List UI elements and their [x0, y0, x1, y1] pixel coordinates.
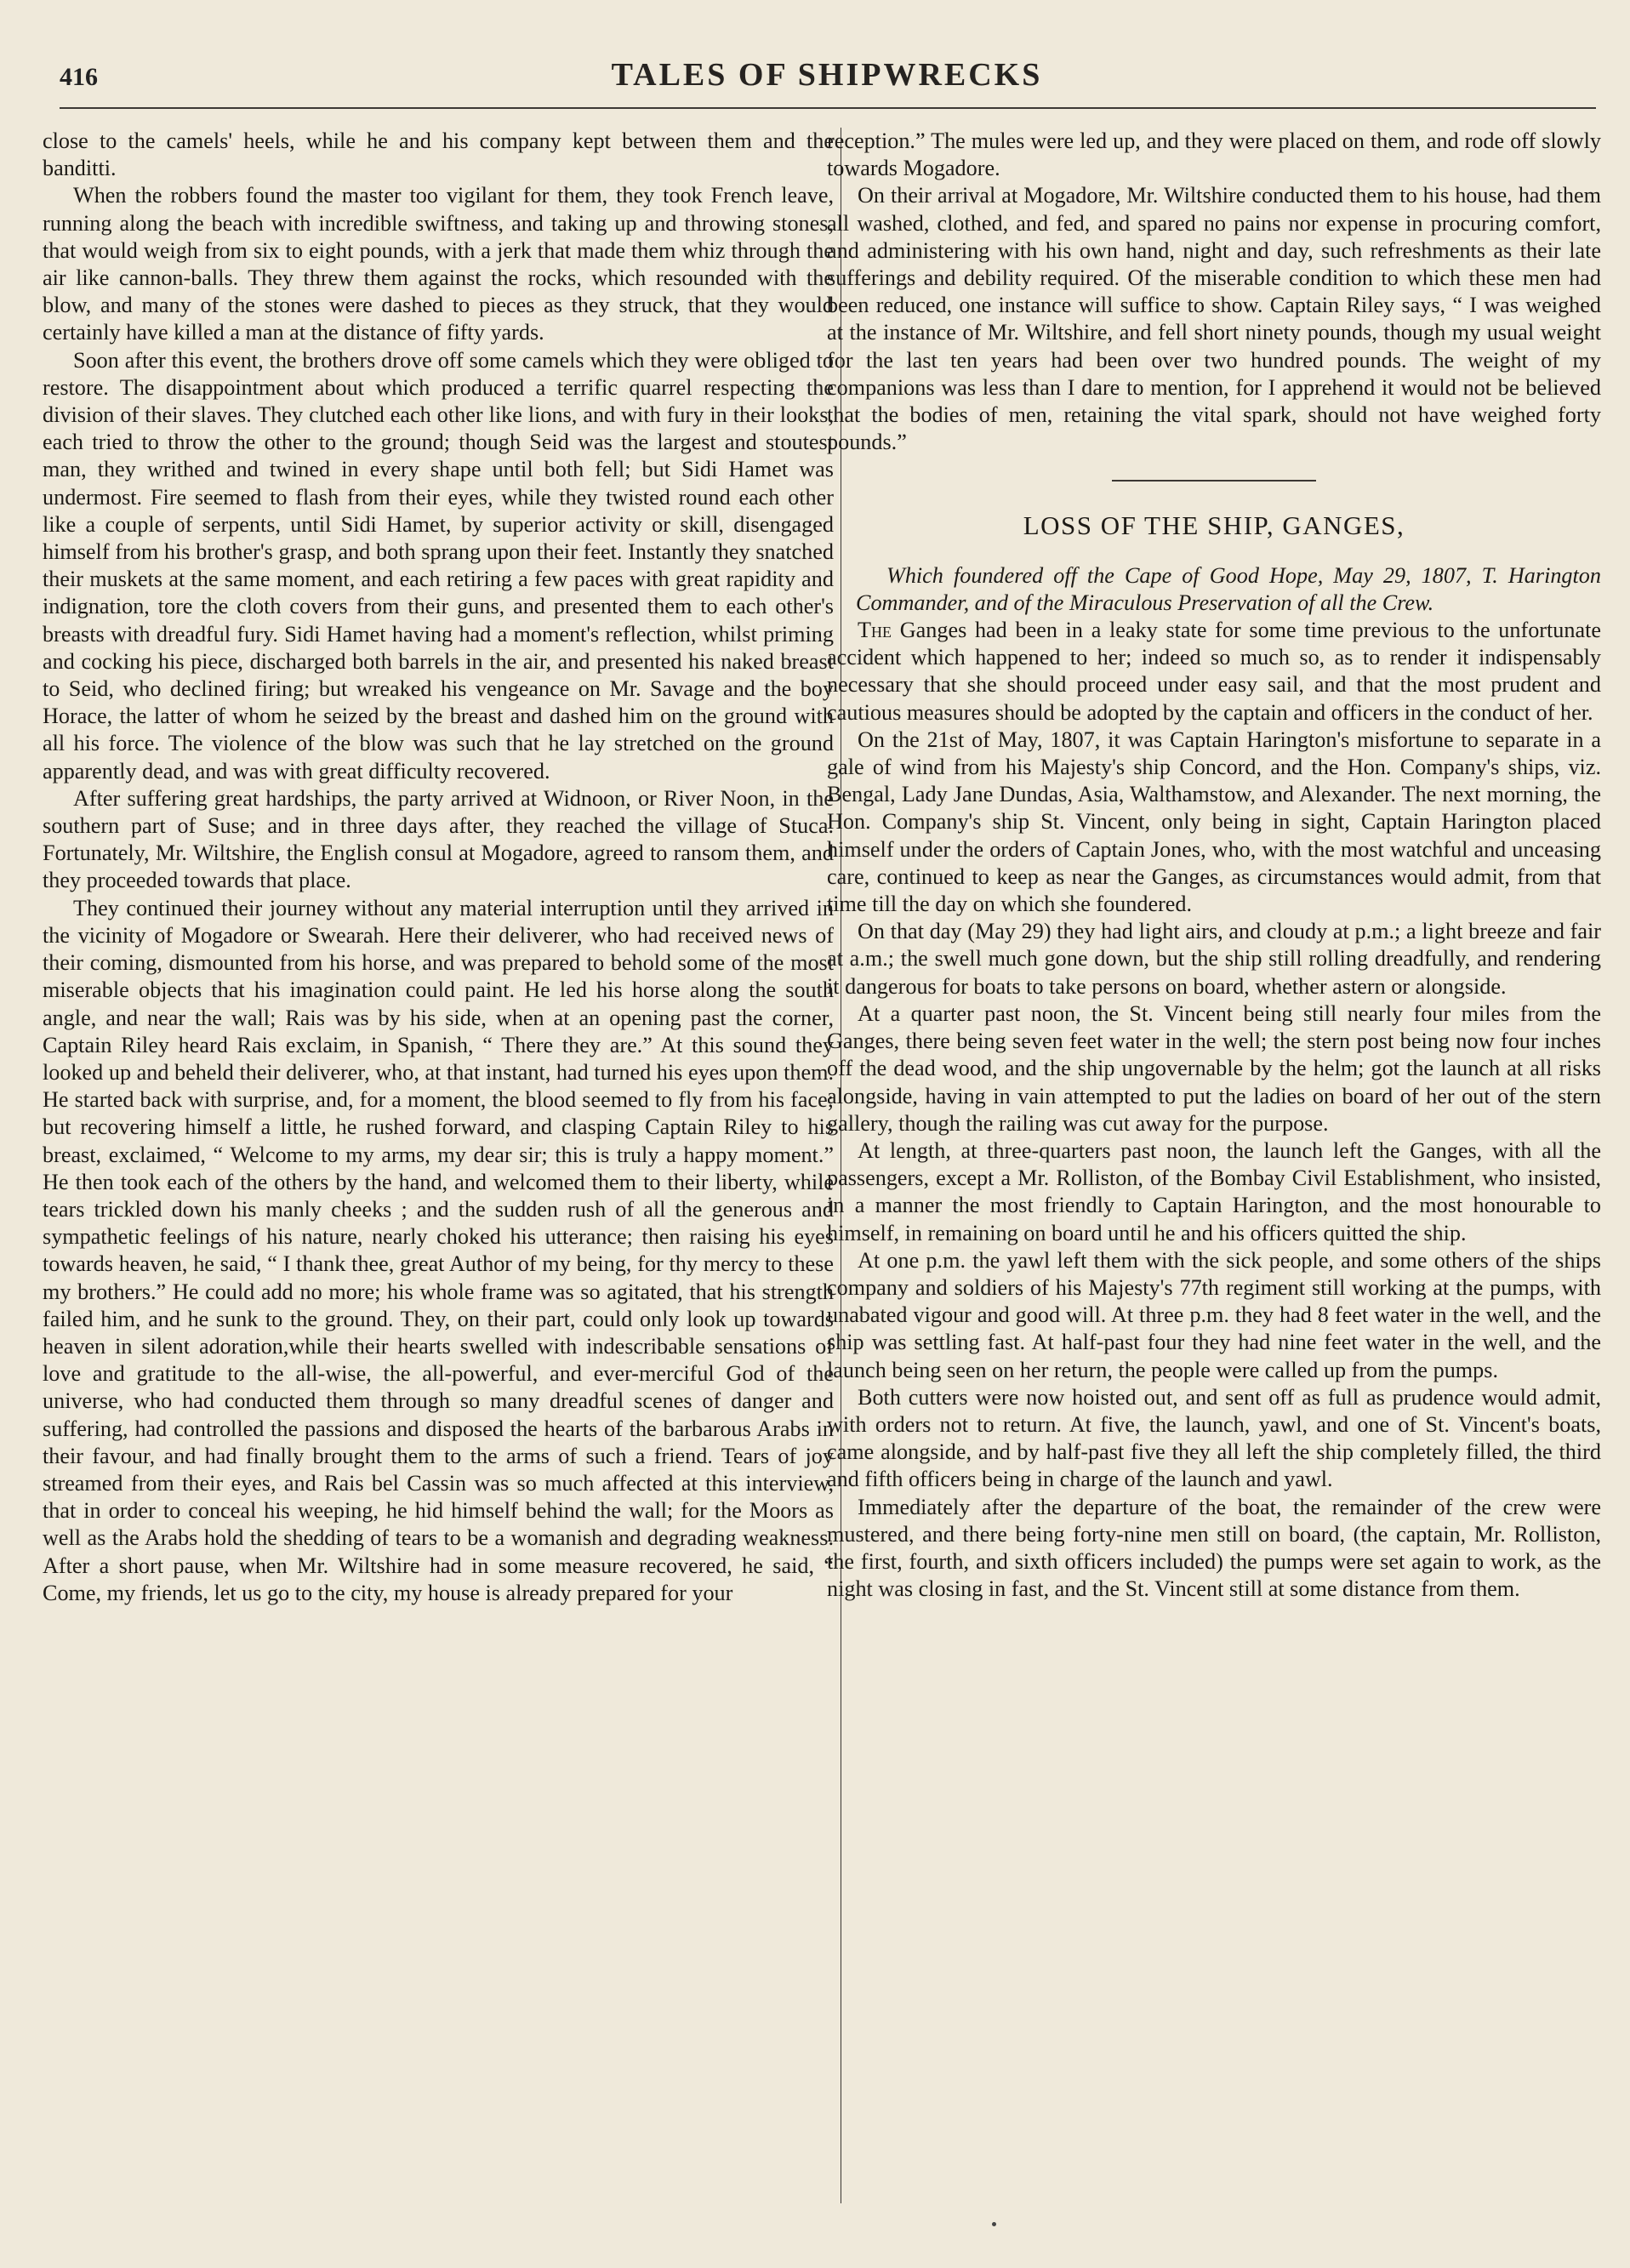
right-column — [827, 128, 1601, 2195]
paragraph: Immediately after the departure of the boat, the remainder of the crew were mustered, and there being forty-nine men still on board, (the captain, Mr. Rolliston, the first, fourth, and sixth officers included) the pumps were set again to work, as the night was closing in fast, and the St. Vincent still at some distance from them. — [827, 1494, 1601, 1602]
section-title: LOSS OF THE SHIP, GANGES, — [1023, 510, 1405, 541]
paragraph: When the robbers found the master too vigilant for them, they took French leave, running along the beach with incredible swiftness, and taking up and throwing stones, that would weigh from six to eight pounds, with a jerk that made them whiz through the air like cannon-balls. They threw them against the rocks, which resounded with the blow, and many of the stones were dashed to pieces as they struck, that they would certainly have killed a man at the distance of fifty yards. — [43, 183, 834, 345]
paragraph: On the 21st of May, 1807, it was Captain Harington's misfortune to separate in a gale of wind from his Majesty's ship Concord, and the Hon. Company's ships, viz. Bengal, Lady Jane Dundas, Asia, Walthamstow, and Alexander. The next morning, the Hon. Company's ship St. Vincent, only being in sight, Captain Harington placed himself under the orders of Captain Jones, who, with the most watchful and unceasing care, continued to keep as near the Ganges, as circumstances would admit, from that time till the day on which she foundered. — [827, 727, 1601, 917]
paragraph: At one p.m. the yawl left them with the sick people, and some others of the ships company and soldiers of his Majesty's 77th regiment still working at the pumps, with unabated vigour and good will. At three p.m. they had 8 feet water in the well, and the ship was settling fast. At half-past four they had nine feet water in the well, and the launch being seen on her return, the people were called up from the pumps. — [827, 1247, 1601, 1382]
opening-word: The — [858, 618, 892, 643]
paragraph: After suffering great hardships, the party arrived at Widnoon, or River Noon, in the southern part of Suse; and in three days after, they reached the village of Stuca. Fortunately, Mr. Wiltshire, the English consul at Mogadore, agreed to ransom them, and they proceeded towards that place. — [43, 785, 834, 893]
section-separator-rule — [1112, 480, 1316, 482]
paragraph: close to the camels' heels, while he and his company kept between them and the banditti. — [43, 128, 834, 181]
paragraph: They continued their journey without any material interruption until they arrived in the vicinity of Mogadore or Swearah. Here their deliverer, who had received news of their coming, dismounted from his horse, and was prepared to behold some of the most miserable objects that his imagination could paint. He led his horse along the south angle, and near the wall; Rais was by his side, when at an opening past the corner, Captain Riley heard Rais exclaim, in Spanish, “ There they are.” At this sound they looked up and beheld their deliverer, who, at that instant, had turned his eyes upon them. He started back with surprise, and, for a moment, the blood seemed to fly from his face; but recovering himself a little, he rushed forward, and clasping Captain Riley to his breast, exclaimed, “ Welcome to my arms, my dear sir; this is truly a happy moment.” He then took each of the others by the hand, and welcomed them to their liberty, while tears trickled down his manly cheeks ; and the sudden rush of all the generous and sympathetic feelings of his nature, nearly choked his utterance; then raising his eyes towards heaven, he said, “ I thank thee, great Author of my being, for thy mercy to these my brothers.” He could add no more; his whole frame was so agitated, that his strength failed him, and he sunk to the ground. They, on their part, could only look up towards heaven in silent adoration,while their hearts swelled with indescribable sensations of love and gratitude to the all-wise, the all-powerful, and ever-merciful God of the universe, who had conducted them through so many dreadful scenes of danger and suffering, had controlled the passions and disposed the hearts of the barbarous Arabs in their favour, and had finally brought them to the arms of such a friend. Tears of joy streamed from their eyes, and Rais bel Cassin was so much affected at this interview, that in order to conceal his weeping, he hid himself behind the wall; for the Moors as well as the Arabs hold the shedding of tears to be a womanish and degrading weakness. After a short pause, when Mr. Wiltshire had in some measure recovered, he said, “ Come, my friends, let us go to the city, my house is already prepared for your — [43, 895, 834, 1605]
paragraph: At a quarter past noon, the St. Vincent being still nearly four miles from the Ganges, there being seven feet water in the well; the stern post being now four inches off the dead wood, and the ship ungovernable by the helm; got the launch at all risks alongside, having in vain attempted to put the ladies on board of her out of the stern gallery, though the railing was cut away for the purpose. — [827, 1000, 1601, 1136]
left-column — [43, 128, 834, 2195]
paragraph — [827, 617, 1601, 727]
running-title: TALES OF SHIPWRECKS — [611, 57, 1043, 93]
paragraph-text: Ganges had been in a leaky state for some time previous to the unfortunate accident which happened to her; indeed so much so, as to render it indispensably necessary that she should proceed under easy sail, and that the most prudent and cautious measures should be adopted by the captain and officers in the conduct of her. — [827, 618, 1601, 725]
paragraph: On their arrival at Mogadore, Mr. Wiltshire conducted them to his house, had them all washed, clothed, and fed, and spared no pains nor expense in procuring comfort, and administering with his own hand, night and day, such refreshments as their late sufferings and debility required. Of the miserable condition to which these men had been reduced, one instance will suffice to show. Captain Riley says, “ I was weighed at the instance of Mr. Wiltshire, and fell short ninety pounds, though my usual weight for the last ten years had been over two hundred pounds. The weight of my companions was less than I dare to mention, for I apprehend it would not be believed that the bodies of men, retaining the vital spark, should not have weighed forty pounds.” — [827, 183, 1601, 455]
paragraph: On that day (May 29) they had light airs, and cloudy at p.m.; a light breeze and fair at a.m.; the swell much gone down, but the ship still rolling dreadfully, and rendering it dangerous for boats to take persons on board, whether astern or alongside. — [827, 919, 1601, 999]
paragraph: At length, at three-quarters past noon, the launch left the Ganges, with all the passengers, except a Mr. Rolliston, of the Bombay Civil Establishment, who insisted, in a manner the most friendly to Captain Harington, and the most honourable to himself, in remaining on board until he and his officers quitted the ship. — [827, 1137, 1601, 1245]
paragraph: reception.” The mules were led up, and they were placed on them, and rode off slowly towards Mogadore. — [827, 128, 1601, 181]
running-head — [58, 53, 1596, 97]
print-speck — [992, 2222, 996, 2226]
paragraph: Soon after this event, the brothers drove off some camels which they were obliged to restore. The disappointment about which produced a terrific quarrel respecting the division of their slaves. They clutched each other like lions, and with fury in their looks, each tried to throw the other to the ground; though Seid was the largest and stoutest man, they writhed and twined in every shape until both fell; but Sidi Hamet was undermost. Fire seemed to flash from their eyes, while they twisted round each other like a couple of serpents, until Sidi Hamet, by superior activity or skill, disengaged himself from his brother's grasp, and both sprang upon their feet. Instantly they snatched their muskets at the same moment, and each retiring a few paces with great rapidity and indignation, tore the cloth covers from their guns, and presented them to each other's breasts with dreadful fury. Sidi Hamet having had a moment's reflection, whilst priming and cocking his piece, discharged both barrels in the air, and presented his naked breast to Seid, who declined firing; but wreaked his vengeance on Mr. Savage and the boy Horace, the latter of whom he seized by the breast and dashed him on the ground with all his force. The violence of the blow was such that he lay stretched on the ground apparently dead, and was with great difficulty recovered. — [43, 347, 834, 784]
paragraph: Both cutters were now hoisted out, and sent off as full as prudence would admit, with orders not to return. At five, the launch, yawl, and one of St. Vincent's boats, came alongside, and by half-past five they all left the ship completely filled, the third and fifth officers being in charge of the launch and yawl. — [827, 1384, 1601, 1492]
section-subtitle: Which foundered off the Cape of Good Hope, May 29, 1807, T. Harington Commander, and of the Miraculous Preservation of all the Crew. — [856, 562, 1601, 615]
page-number: 416 — [60, 63, 98, 91]
header-rule — [60, 107, 1596, 109]
